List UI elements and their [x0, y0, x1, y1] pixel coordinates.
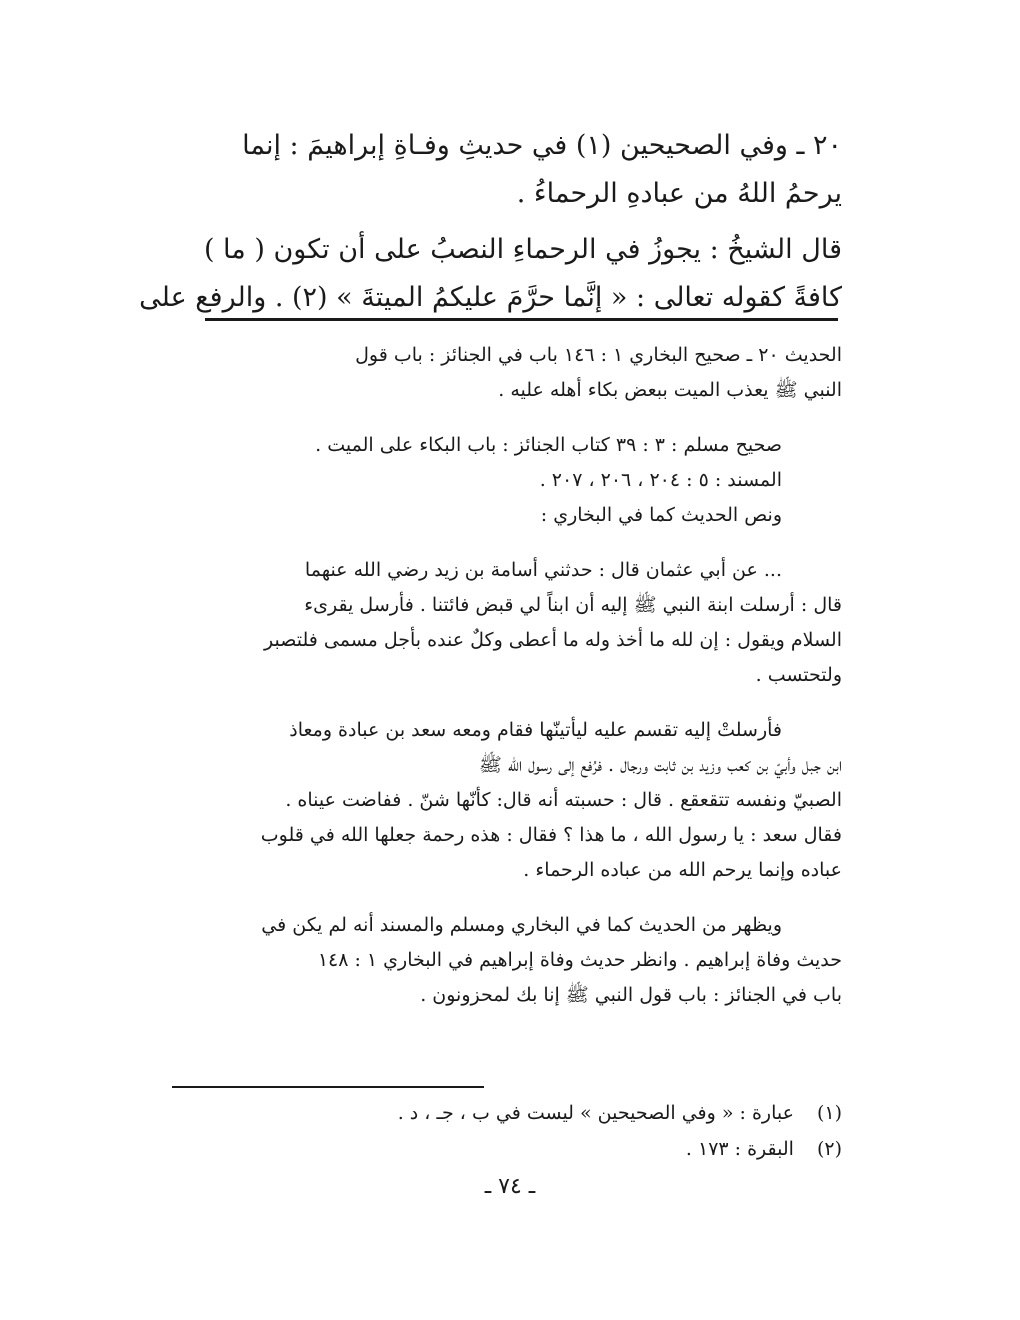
shaykh-text-line: كافةً كقوله تعالى : « إنَّما حرَّمَ عليكمُ الميتةَ » (٢) . والرفع على — [139, 282, 842, 313]
footnote-text: البقرة : ١٧٣ . — [685, 1138, 794, 1160]
main-text-block — [139, 122, 842, 322]
section-divider — [205, 318, 838, 321]
note-line: ... عن أبي عثمان قال : حدثني أسامة بن زيد رضي الله عنهما — [304, 559, 782, 581]
note-line: الصبيّ ونفسه تتقعقع . قال : حسبته أنه قال: كأنّها شنّ . ففاضت عيناه . — [285, 789, 842, 811]
note-line: ولتحتسب . — [755, 664, 842, 686]
note-line: ونص الحديث كما في البخاري : — [540, 504, 782, 526]
footnotes — [300, 1095, 842, 1167]
main-text-line: يرحمُ اللهُ من عبادهِ الرحماءُ . — [516, 178, 842, 209]
footnote-text: عبارة : « وفي الصحيحين » ليست في ب ، جـ ، د . — [397, 1102, 794, 1124]
note-line: السلام ويقول : إن لله ما أخذ وله ما أعطى وكلٌ عنده بأجل مسمى فلتصبر — [264, 629, 842, 651]
note-line: قال : أرسلت ابنة النبي ﷺ إليه أن ابناً لي قبض فائتنا . فأرسل يقرىء — [304, 594, 842, 616]
footnote-number: (١) — [816, 1102, 842, 1124]
note-line: ابن جبل وأبيّ بن كعب وزيد بن ثابت ورجال . فرُفع إلى رسول الله ﷺ — [478, 754, 842, 776]
footnote — [300, 1131, 842, 1167]
main-text-line: ٢٠ ـ وفي الصحيحين (١) في حديثِ وفـاةِ إبراهيمَ : إنما — [242, 130, 842, 161]
note-line: صحيح مسلم : ٣ : ٣٩ كتاب الجنائز : باب البكاء على الميت . — [315, 434, 782, 456]
note-line: فقال سعد : يا رسول الله ، ما هذا ؟ فقال : هذه رحمة جعلها الله في قلوب — [260, 824, 842, 846]
note-line: فأرسلتْ إليه تقسم عليه ليأتينّها فقام ومعه سعد بن عبادة ومعاذ — [289, 719, 782, 741]
note-line: باب في الجنائز : باب قول النبي ﷺ إنا بك لمحزونون . — [420, 984, 842, 1006]
footnote — [300, 1095, 842, 1131]
note-line: الحديث ٢٠ ـ صحيح البخاري ١ : ١٤٦ باب في الجنائز : باب قول — [355, 344, 842, 366]
shaykh-text-line: قال الشيخُ : يجوزُ في الرحماءِ النصبُ على أن تكون ( ما ) — [203, 234, 842, 265]
note-line: النبي ﷺ يعذب الميت ببعض بكاء أهله عليه . — [498, 379, 842, 401]
footnote-number: (٢) — [816, 1138, 842, 1160]
note-line: حديث وفاة إبراهيم . وانظر حديث وفاة إبراهيم في البخاري ١ : ١٤٨ — [317, 949, 842, 971]
hadith-notes — [195, 338, 842, 1013]
note-line: عباده وإنما يرحم الله من عباده الرحماء . — [523, 859, 842, 881]
note-line: ويظهر من الحديث كما في البخاري ومسلم والمسند أنه لم يكن في — [261, 914, 782, 936]
footnote-divider — [172, 1086, 484, 1088]
note-line: المسند : ٥ : ٢٠٤ ، ٢٠٦ ، ٢٠٧ . — [539, 469, 782, 491]
page-number: ـ ٧٤ ـ — [484, 1174, 536, 1199]
